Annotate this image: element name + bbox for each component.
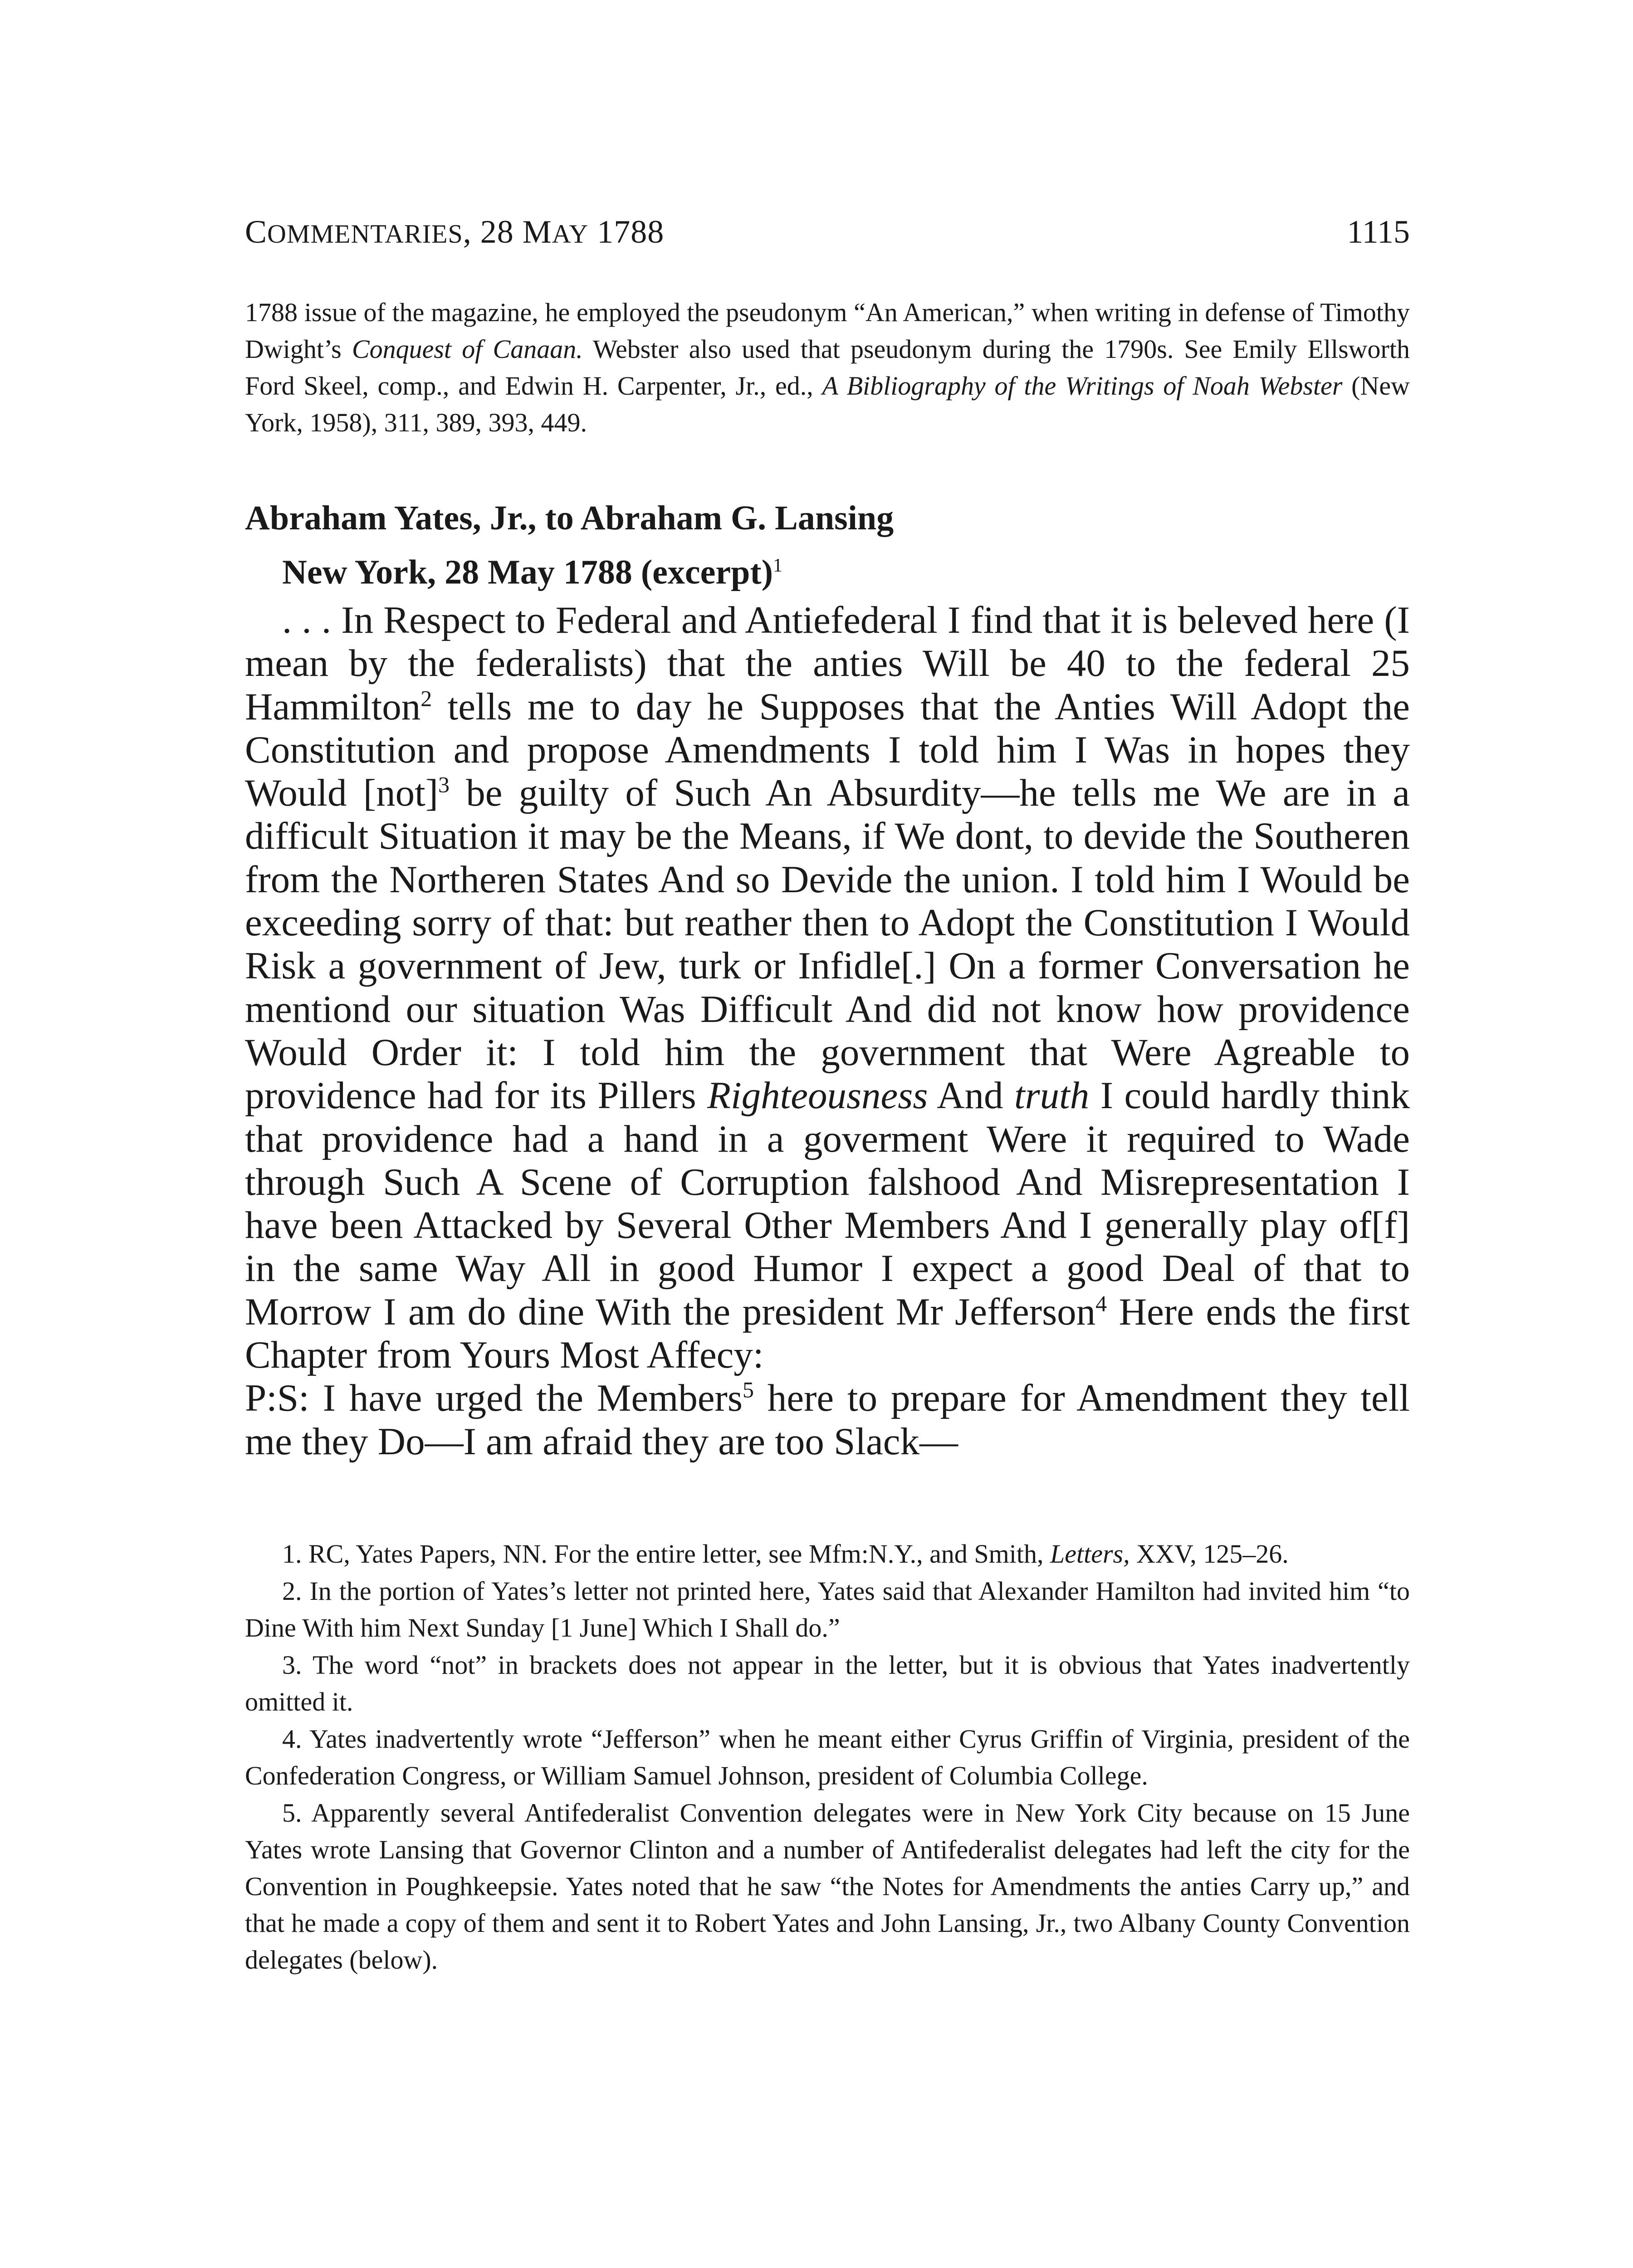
letter-italic-truth: truth (1014, 1074, 1090, 1117)
page-header (245, 213, 1410, 263)
carryover-text-2: Webster also used that pseudonym during the 1790s. See Emily Ellsworth Ford Skeel, comp., and Edwin H. Carpenter, Jr., ed., (245, 334, 1410, 401)
carryover-italic-title-2: A Bibliography of the Writings of Noah Webster (822, 371, 1343, 401)
letter-paragraph (245, 599, 1410, 1377)
running-head-initial: C (245, 214, 268, 250)
running-head-month-smallcaps: AY (552, 219, 589, 249)
letter-text-2: tells me to day he Supposes that the Anties Will Adopt the Constitution and propose Amendments I told him I Was in hopes they Would [not] (245, 685, 1410, 815)
running-head-smallcaps: OMMENTARIES (267, 219, 463, 249)
heading-line-1: Abraham Yates, Jr., to Abraham G. Lansing (245, 499, 894, 537)
footnote-3: 3. The word “not” in brackets does not appear in the letter, but it is obvious that Yates inadvertently omitted it. (245, 1650, 1410, 1716)
footnote-1-text: 1. RC, Yates Papers, NN. For the entire letter, see Mfm:N.Y., and Smith, (282, 1539, 1050, 1569)
footnote-1-text-end: XXV, 125–26. (1129, 1539, 1289, 1569)
heading-line-2 (245, 542, 1410, 596)
postscript-text-2: here to prepare for Amendment they tell me they Do—I am afraid they are too Slack— (245, 1377, 1410, 1463)
page-number: 1115 (1347, 214, 1410, 250)
heading-note-ref: 1 (773, 555, 782, 576)
footnotes (245, 1535, 1410, 1979)
letter-postscript (245, 1377, 1410, 1463)
letter-body (245, 599, 1410, 1463)
note-ref-2: 2 (420, 685, 432, 711)
footnote-2: 2. In the portion of Yates’s letter not printed here, Yates said that Alexander Hamilton had invited him “to Dine With him Next Sunday [1 June] Which I Shall do.” (245, 1576, 1410, 1642)
carryover-text-3: (New York, 1958), 311, 389, 393, 449. (245, 371, 1410, 437)
letter-text-3: be guilty of Such An Absurdity—he tells me We are in a difficult Situation it may be the Means, if We dont, to devide the Southeren from the Northeren States And so Devide the union. I told him I Would be exceeding sorry of that: but reather then to Adopt the Constitution I Would Risk a government of Jew, turk or Infidle[.] On a former Conversation he mentiond our situation Was Difficult And did not know how providence Would Order it: I told him the government that Were Agreable to providence had for its Pillers (245, 772, 1410, 1117)
note-ref-3: 3 (438, 772, 450, 797)
letter-text-6: Here ends the first Chapter from Yours Most Affecy: (245, 1290, 1410, 1377)
footnote-5: 5. Apparently several Antifederalist Convention delegates were in New York City because on 15 June Yates wrote Lansing that Governor Clinton and a number of Antifederalist delegates had left the city for the Convention in Poughkeepsie. Yates noted that he saw “the Notes for Amendments the anties Carry up,” and that he made a copy of them and sent it to Robert Yates and John Lansing, Jr., two Albany County Convention delegates (below). (245, 1798, 1410, 1975)
note-ref-5: 5 (742, 1377, 754, 1403)
letter-text-5: I could hardly think that providence had a hand in a goverment Were it required to Wade through Such A Scene of Corruption falshood And Misrepresentation I have been Attacked by Several Other Members And I generally play of[f] in the same Way All in good Humor I expect a good Deal of that to Morrow I am do dine With the president Mr Jefferson (245, 1074, 1410, 1333)
footnote-1-italic: Letters, (1050, 1539, 1130, 1569)
document-heading (245, 494, 1410, 596)
running-head-year: 1788 (588, 214, 665, 250)
letter-text-4: And (928, 1074, 1014, 1117)
letter-text-1: . . . In Respect to Federal and Antiefederal I find that it is beleved here (I mean by the federalists) that the anties Will be 40 to the federal 25 Hammilton (245, 599, 1410, 728)
running-head (245, 213, 664, 251)
footnote-4: 4. Yates inadvertently wrote “Jefferson” when he meant either Cyrus Griffin of Virginia, president of the Confederation Congress, or William Samuel Johnson, president of Columbia College. (245, 1724, 1410, 1790)
carryover-text-1: 1788 issue of the magazine, he employed the pseudonym “An American,” when writing in defense of Timothy Dwight’s (245, 298, 1410, 364)
postscript-text-1: P:S: I have urged the Members (245, 1377, 743, 1420)
letter-italic-righteousness: Righteousness (707, 1074, 928, 1117)
footnote-1 (245, 1535, 1410, 1572)
carryover-footnote (245, 294, 1410, 441)
note-ref-4: 4 (1095, 1290, 1107, 1316)
carryover-italic-title-1: Conquest of Canaan. (352, 334, 583, 364)
heading-dateline: New York, 28 May 1788 (excerpt) (282, 553, 773, 591)
running-head-date: , 28 M (463, 214, 552, 250)
